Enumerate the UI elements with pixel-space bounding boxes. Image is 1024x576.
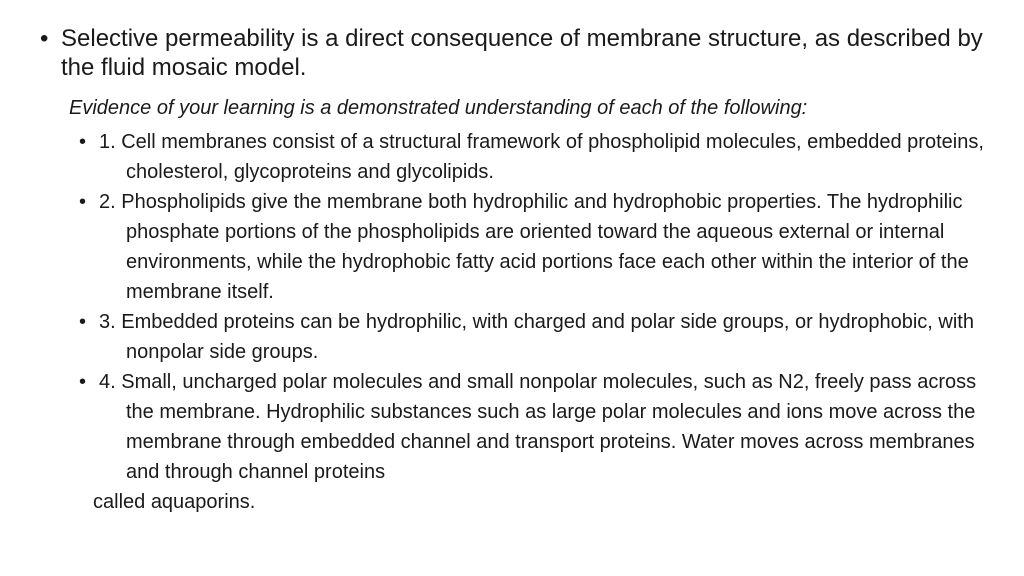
list-item	[79, 127, 999, 187]
list-item-text: 2. Phospholipids give the membrane both hydrophilic and hydrophobic properties. The hydrophilic phosphate portions of the phospholipids are oriented toward the aqueous external or internal environments, while the hydrophobic fatty acid portions face each other within the interior of the membrane itself.	[99, 191, 969, 303]
main-bullet-text: Selective permeability is a direct consequence of membrane structure, as described by the fluid mosaic model.	[61, 25, 983, 81]
list-item-text-tail: called aquaporins.	[93, 491, 256, 513]
list-item	[79, 307, 999, 367]
list-item-text: 3. Embedded proteins can be hydrophilic, with charged and polar side groups, or hydrophobic, with nonpolar side groups.	[99, 311, 974, 363]
bullet-dot: •	[79, 131, 87, 153]
evidence-heading: Evidence of your learning is a demonstrated understanding of each of the following:	[69, 97, 808, 119]
list-item	[79, 187, 999, 307]
bullet-dot: •	[79, 191, 87, 213]
bullet-dot: •	[79, 371, 87, 393]
main-bullet	[40, 24, 1000, 82]
bullet-dot: •	[40, 25, 49, 52]
list-item-text: 4. Small, uncharged polar molecules and small nonpolar molecules, such as N2, freely pass across the membrane. Hydrophilic substances such as large polar molecules and ions move across the membrane through embedded channel and transport proteins. Water moves across membranes and through channel proteins	[99, 371, 977, 483]
learning-objectives-list	[79, 127, 999, 517]
list-item	[79, 367, 999, 517]
list-item-text: 1. Cell membranes consist of a structural framework of phospholipid molecules, embedded proteins, cholesterol, glycoproteins and glycolipids.	[99, 131, 984, 183]
bullet-dot: •	[79, 311, 87, 333]
